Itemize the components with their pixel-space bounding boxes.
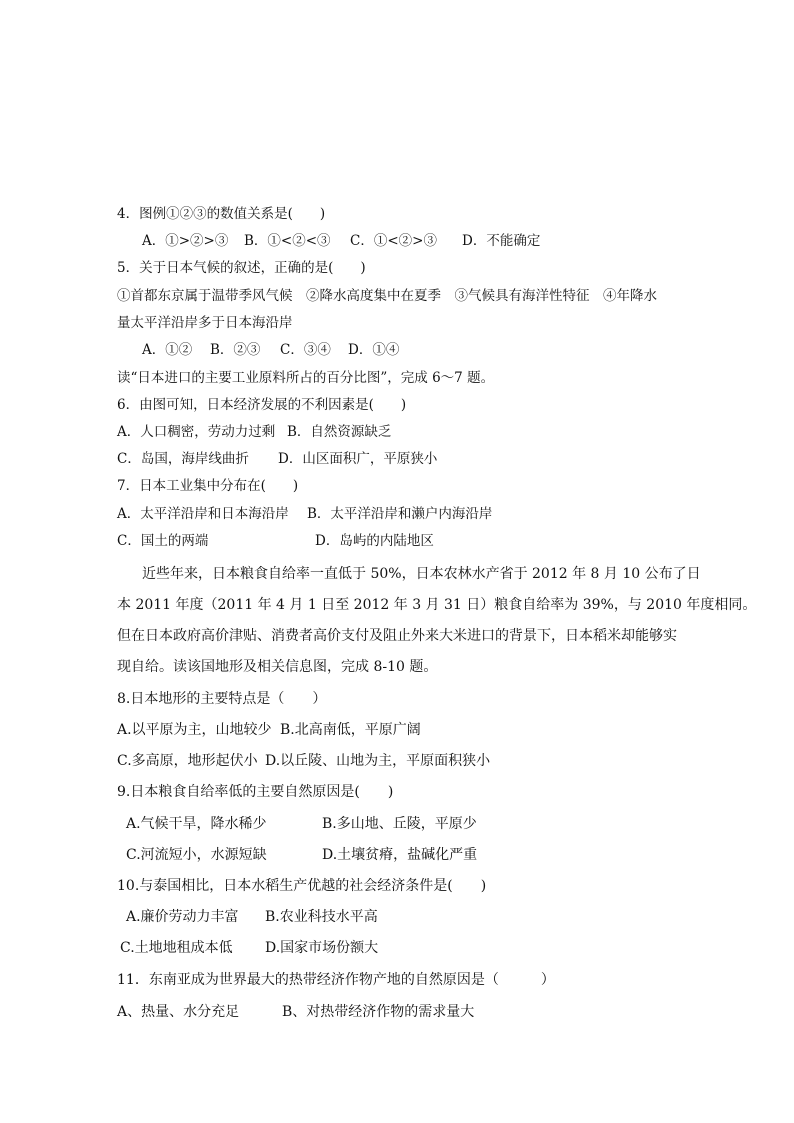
q10-option-d: D.国家市场份额大 bbox=[265, 940, 379, 956]
q6-stem: 6．由图可知，日本经济发展的不利因素是( ) bbox=[117, 397, 407, 413]
q4-stem: 4．图例①②③的数值关系是( ) bbox=[117, 206, 326, 222]
q9-stem: 9.日本粮食自给率低的主要自然原因是( ) bbox=[117, 784, 394, 800]
q5-option-d: D．①④ bbox=[348, 342, 400, 358]
q8-option-d: D.以丘陵、山地为主，平原面积狭小 bbox=[265, 753, 491, 769]
q4-option-d: D．不能确定 bbox=[462, 233, 541, 249]
passage-line-1: 近些年来，日本粮食自给率一直低于 50%，日本农林水产省于 2012 年 8 月 10 公布了日 bbox=[142, 566, 701, 582]
q7-option-d: D．岛屿的内陆地区 bbox=[315, 533, 434, 549]
q5-stem: 5．关于日本气候的叙述，正确的是( ) bbox=[117, 260, 366, 276]
passage-line-3: 但在日本政府高价津贴、消费者高价支付及阻止外来大米进口的背景下，日本稻米却能够实 bbox=[117, 628, 677, 644]
q9-option-b: B.多山地、丘陵，平原少 bbox=[322, 816, 477, 832]
q9-option-a: A.气候干旱，降水稀少 bbox=[126, 816, 267, 832]
q6-option-d: D．山区面积广，平原狭小 bbox=[278, 451, 438, 467]
q8-option-a: A.以平原为主，山地较少 bbox=[117, 722, 272, 738]
passage-line-2: 本 2011 年度（2011 年 4 月 1 日至 2012 年 3 月 31 日）粮食自给率为 39%，与 2010 年度相同。 bbox=[117, 597, 757, 613]
q9-option-c: C.河流短小，水源短缺 bbox=[126, 847, 267, 863]
q5-statements-line2: 量太平洋沿岸多于日本海沿岸 bbox=[117, 315, 293, 331]
q11-stem: 11．东南亚成为世界最大的热带经济作物产地的自然原因是（ ） bbox=[117, 972, 555, 988]
q6-option-a: A．人口稠密，劳动力过剩 bbox=[117, 424, 276, 440]
q7-stem: 7．日本工业集中分布在( ) bbox=[117, 478, 299, 494]
q8-option-c: C.多高原，地形起伏小 bbox=[117, 753, 258, 769]
q7-option-b: B．太平洋沿岸和濑户内海沿岸 bbox=[307, 506, 493, 522]
q5-option-b: B．②③ bbox=[210, 342, 261, 358]
q7-option-c: C．国土的两端 bbox=[117, 533, 209, 549]
q9-option-d: D.土壤贫瘠，盐碱化严重 bbox=[322, 847, 478, 863]
q7-option-a: A．太平洋沿岸和日本海沿岸 bbox=[117, 506, 289, 522]
q6-option-b: B．自然资源缺乏 bbox=[287, 424, 392, 440]
q10-stem: 10.与泰国相比，日本水稻生产优越的社会经济条件是( ) bbox=[117, 878, 487, 894]
passage-line-4: 现自给。读该国地形及相关信息图，完成 8-10 题。 bbox=[117, 659, 438, 675]
q4-option-c: C．①<②>③ bbox=[350, 233, 437, 249]
q6-option-c: C．岛国，海岸线曲折 bbox=[117, 451, 249, 467]
q4-option-a: A．①>②>③ bbox=[142, 233, 229, 249]
q8-stem: 8.日本地形的主要特点是（ ） bbox=[117, 691, 327, 707]
q10-option-c: C.土地地租成本低 bbox=[120, 940, 233, 956]
q11-option-a: A、热量、水分充足 bbox=[117, 1004, 240, 1020]
q4-option-b: B．①<②<③ bbox=[244, 233, 331, 249]
q10-option-b: B.农业科技水平高 bbox=[265, 909, 378, 925]
read-instruction-6-7: 读“日本进口的主要工业原料所占的百分比图”，完成 6～7 题。 bbox=[117, 370, 495, 386]
q5-option-c: C．③④ bbox=[280, 342, 331, 358]
q5-statements-line1: ①首都东京属于温带季风气候 ②降水高度集中在夏季 ③气候具有海洋性特征 ④年降水 bbox=[117, 288, 657, 304]
q11-option-b: B、对热带经济作物的需求量大 bbox=[282, 1004, 475, 1020]
q10-option-a: A.廉价劳动力丰富 bbox=[126, 909, 239, 925]
q5-option-a: A．①② bbox=[142, 342, 193, 358]
q8-option-b: B.北高南低，平原广阔 bbox=[280, 722, 421, 738]
